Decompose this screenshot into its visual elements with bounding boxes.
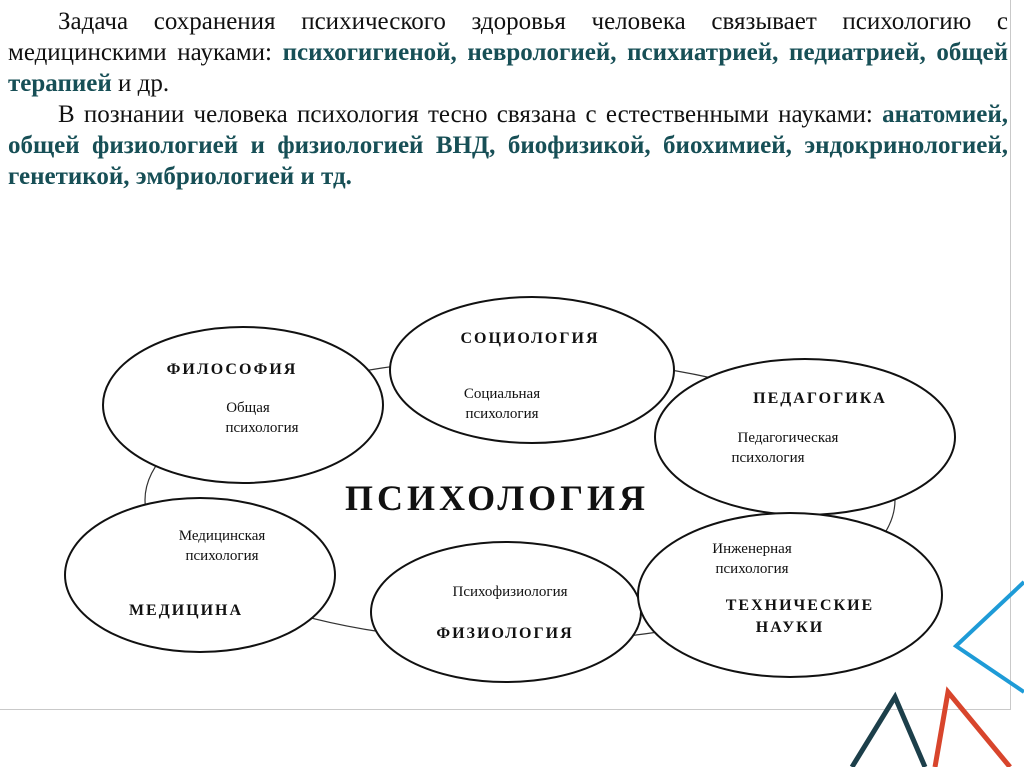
node-sociology (390, 297, 674, 443)
decor-dark-peak (852, 697, 925, 767)
node-pedagogy (655, 359, 955, 515)
paragraph-2-text: В познании человека психология тесно связана с естественными науками: (58, 101, 883, 128)
node-tech-sub1: Инженерная (712, 541, 792, 557)
node-pedagogy-title: ПЕДАГОГИКА (753, 390, 887, 407)
node-tech-title1: ТЕХНИЧЕСКИЕ (725, 597, 875, 614)
node-philosophy-sub2: психология (225, 420, 299, 436)
node-physiology-ellipse (371, 542, 641, 682)
node-medicine-sub2: психология (185, 548, 259, 564)
node-tech-sub2: психология (715, 561, 789, 577)
node-philosophy-sub1: Общая (226, 400, 270, 416)
paragraph-1-highlight: психогигиеной, неврологией, психиатрией, педиатрией, общей терапией (8, 39, 1008, 97)
node-medicine (65, 498, 335, 652)
decor-blue-chevron (956, 582, 1024, 692)
node-sociology-sub2: психология (465, 406, 539, 422)
paragraph-1-text: Задача сохранения психического здоровья человека связывает психологию с медицинскими науками: (8, 8, 1008, 66)
node-sociology-title: СОЦИОЛОГИЯ (460, 330, 600, 347)
node-physiology-sub1: Психофизиология (452, 584, 568, 600)
node-pedagogy-sub1: Педагогическая (737, 430, 839, 446)
node-medicine-sub1: Медицинская (178, 528, 266, 544)
node-pedagogy-sub2: психология (731, 450, 805, 466)
node-medicine-ellipse (65, 498, 335, 652)
node-physiology-title: ФИЗИОЛОГИЯ (436, 625, 574, 642)
paragraph-1-tail: и др. (111, 70, 170, 97)
node-philosophy-title: ФИЛОСОФИЯ (166, 361, 298, 378)
node-philosophy (103, 327, 383, 483)
node-sociology-sub1: Социальная (463, 386, 541, 402)
node-tech-title2: НАУКИ (755, 619, 825, 636)
center-title: ПСИХОЛОГИЯ (344, 478, 650, 518)
node-physiology (371, 542, 641, 682)
node-medicine-title: МЕДИЦИНА (128, 602, 244, 619)
decor-red-peak (935, 692, 1010, 767)
node-tech-ellipse (638, 513, 942, 677)
paragraph-2-highlight: анатомией, общей физиологией и физиологией ВНД, биофизикой, биохимией, эндокринологией, генетикой, эмбриологией и тд. (8, 101, 1008, 190)
node-tech (638, 513, 942, 677)
